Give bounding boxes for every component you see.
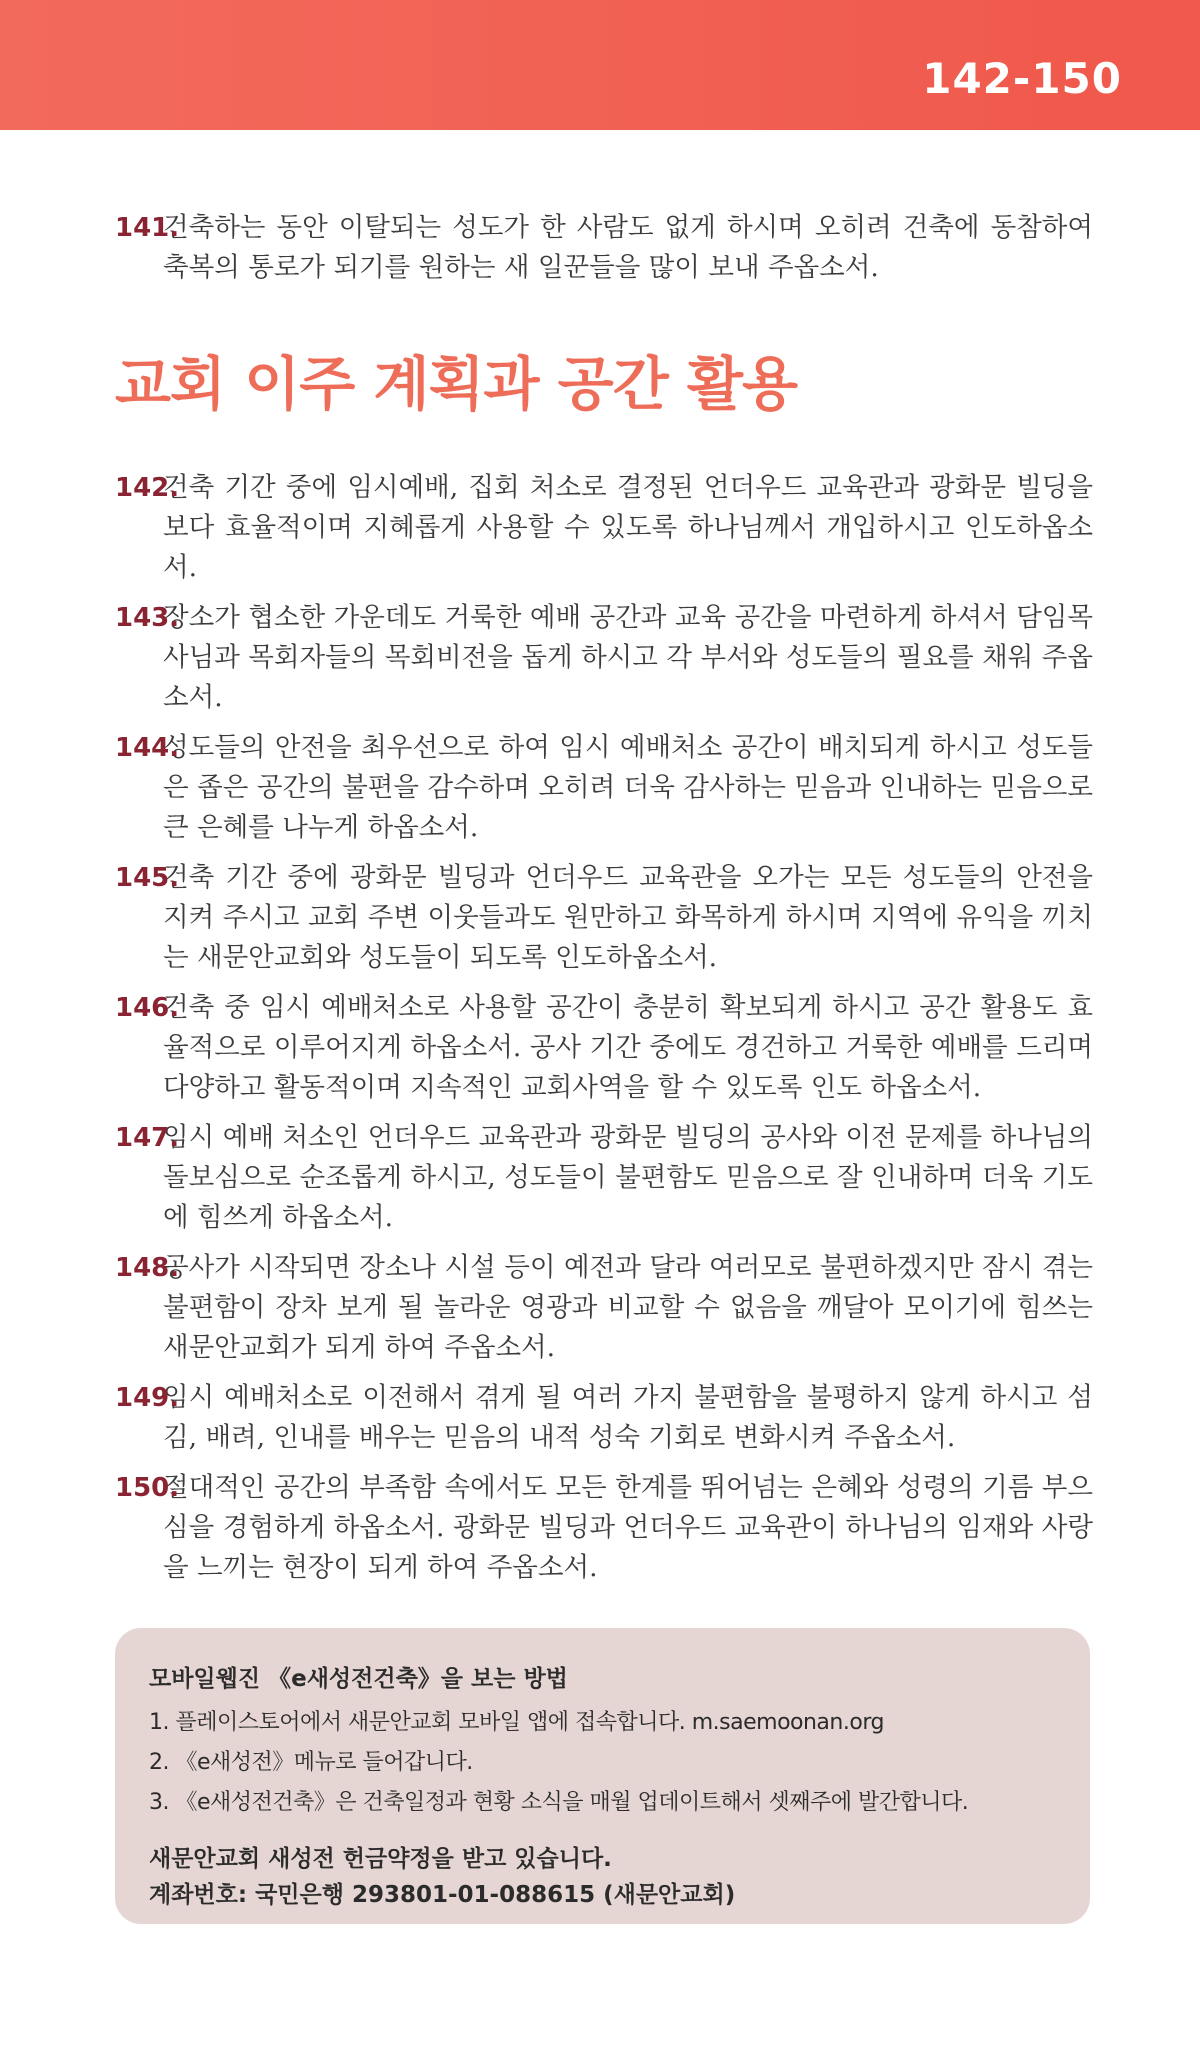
prayer-text: 건축 기간 중에 광화문 빌딩과 언더우드 교육관을 오가는 모든 성도들의 안전을 지켜 주시고 교회 주변 이웃들과도 원만하고 화목하게 하시며 지역에 유익을 끼치는 새문안교회와 성도들이 되도록 인도하옵소서. xyxy=(163,861,1093,973)
prayer-text: 임시 예배처소로 이전해서 겪게 될 여러 가지 불편함을 불평하지 않게 하시고 섬김, 배려, 인내를 배우는 믿음의 내적 성숙 기회로 변화시켜 주옵소서. xyxy=(163,1381,1093,1453)
prayer-number: 147. xyxy=(115,1122,180,1153)
prayer-item xyxy=(115,468,1093,588)
header-band xyxy=(0,0,1200,130)
page-range: 142-150 xyxy=(922,54,1122,103)
prayer-item xyxy=(115,1468,1093,1588)
prayer-text: 장소가 협소한 가운데도 거룩한 예배 공간과 교육 공간을 마련하게 하셔서 담임목사님과 목회자들의 목회비전을 돕게 하시고 각 부서와 성도들의 필요를 채워 주옵소서. xyxy=(163,601,1093,713)
prayer-text: 성도들의 안전을 최우선으로 하여 임시 예배처소 공간이 배치되게 하시고 성도들은 좁은 공간의 불편을 감수하며 오히려 더욱 감사하는 믿음과 인내하는 믿음으로 큰 은혜를 나누게 하옵소서. xyxy=(163,731,1093,843)
prayer-number: 142. xyxy=(115,472,180,503)
main-content xyxy=(115,208,1093,1598)
prayer-number: 141. xyxy=(115,213,180,243)
prayer-item xyxy=(115,858,1093,978)
account-number: 계좌번호: 국민은행 293801-01-088615 (새문안교회) xyxy=(149,1882,736,1908)
prayer-number: 145. xyxy=(115,862,180,893)
prayer-number: 143. xyxy=(115,602,180,633)
pledge-line: 새문안교회 새성전 헌금약정을 받고 있습니다. xyxy=(149,1846,612,1872)
info-box xyxy=(115,1628,1090,1924)
info-step: 2. 《e새성전》메뉴로 들어갑니다. xyxy=(149,1750,473,1775)
prayer-text: 건축 중 임시 예배처소로 사용할 공간이 충분히 확보되게 하시고 공간 활용도 효율적으로 이루어지게 하옵소서. 공사 기간 중에도 경건하고 거룩한 예배를 드리며 다양하고 활동적이며 지속적인 교회사역을 할 수 있도록 인도 하옵소서. xyxy=(163,991,1093,1103)
prayer-item xyxy=(115,1378,1093,1458)
prayer-number: 150. xyxy=(115,1472,180,1503)
prayer-item xyxy=(115,728,1093,848)
prayer-item xyxy=(115,988,1093,1108)
prayer-number: 144. xyxy=(115,732,180,763)
prayer-item xyxy=(115,1118,1093,1238)
section-title: 교회 이주 계획과 공간 활용 xyxy=(115,350,798,418)
prayer-text: 절대적인 공간의 부족함 속에서도 모든 한계를 뛰어넘는 은혜와 성령의 기름 부으심을 경험하게 하옵소서. 광화문 빌딩과 언더우드 교육관이 하나님의 임재와 사랑을 느끼는 현장이 되게 하여 주옵소서. xyxy=(163,1471,1093,1583)
prayer-item xyxy=(115,208,1093,288)
prayer-text: 임시 예배 처소인 언더우드 교육관과 광화문 빌딩의 공사와 이전 문제를 하나님의 돌보심으로 순조롭게 하시고, 성도들이 불편함도 믿음으로 잘 인내하며 더욱 기도에 힘쓰게 하옵소서. xyxy=(163,1121,1093,1233)
prayer-text: 건축하는 동안 이탈되는 성도가 한 사람도 없게 하시며 오히려 건축에 동참하여 축복의 통로가 되기를 원하는 새 일꾼들을 많이 보내 주옵소서. xyxy=(163,212,1093,283)
prayer-item xyxy=(115,1248,1093,1368)
info-title: 모바일웹진 《e새성전건축》을 보는 방법 xyxy=(149,1666,568,1692)
info-step: 1. 플레이스토어에서 새문안교회 모바일 앱에 접속합니다. m.saemoonan.org xyxy=(149,1710,884,1735)
pledge-notice xyxy=(149,1841,1056,1913)
prayer-text: 건축 기간 중에 임시예배, 집회 처소로 결정된 언더우드 교육관과 광화문 빌딩을 보다 효율적이며 지혜롭게 사용할 수 있도록 하나님께서 개입하시고 인도하옵소서. xyxy=(163,471,1093,583)
prayer-number: 148. xyxy=(115,1252,180,1283)
info-step: 3. 《e새성전건축》은 건축일정과 현황 소식을 매월 업데이트해서 셋째주에 발간합니다. xyxy=(149,1790,969,1815)
prayer-number: 149. xyxy=(115,1382,180,1413)
prayer-number: 146. xyxy=(115,992,180,1023)
prayer-text: 공사가 시작되면 장소나 시설 등이 예전과 달라 여러모로 불편하겠지만 잠시 겪는 불편함이 장차 보게 될 놀라운 영광과 비교할 수 없음을 깨달아 모이기에 힘쓰는 새문안교회가 되게 하여 주옵소서. xyxy=(163,1251,1093,1363)
prayer-item xyxy=(115,598,1093,718)
prayer-list xyxy=(115,468,1093,1588)
